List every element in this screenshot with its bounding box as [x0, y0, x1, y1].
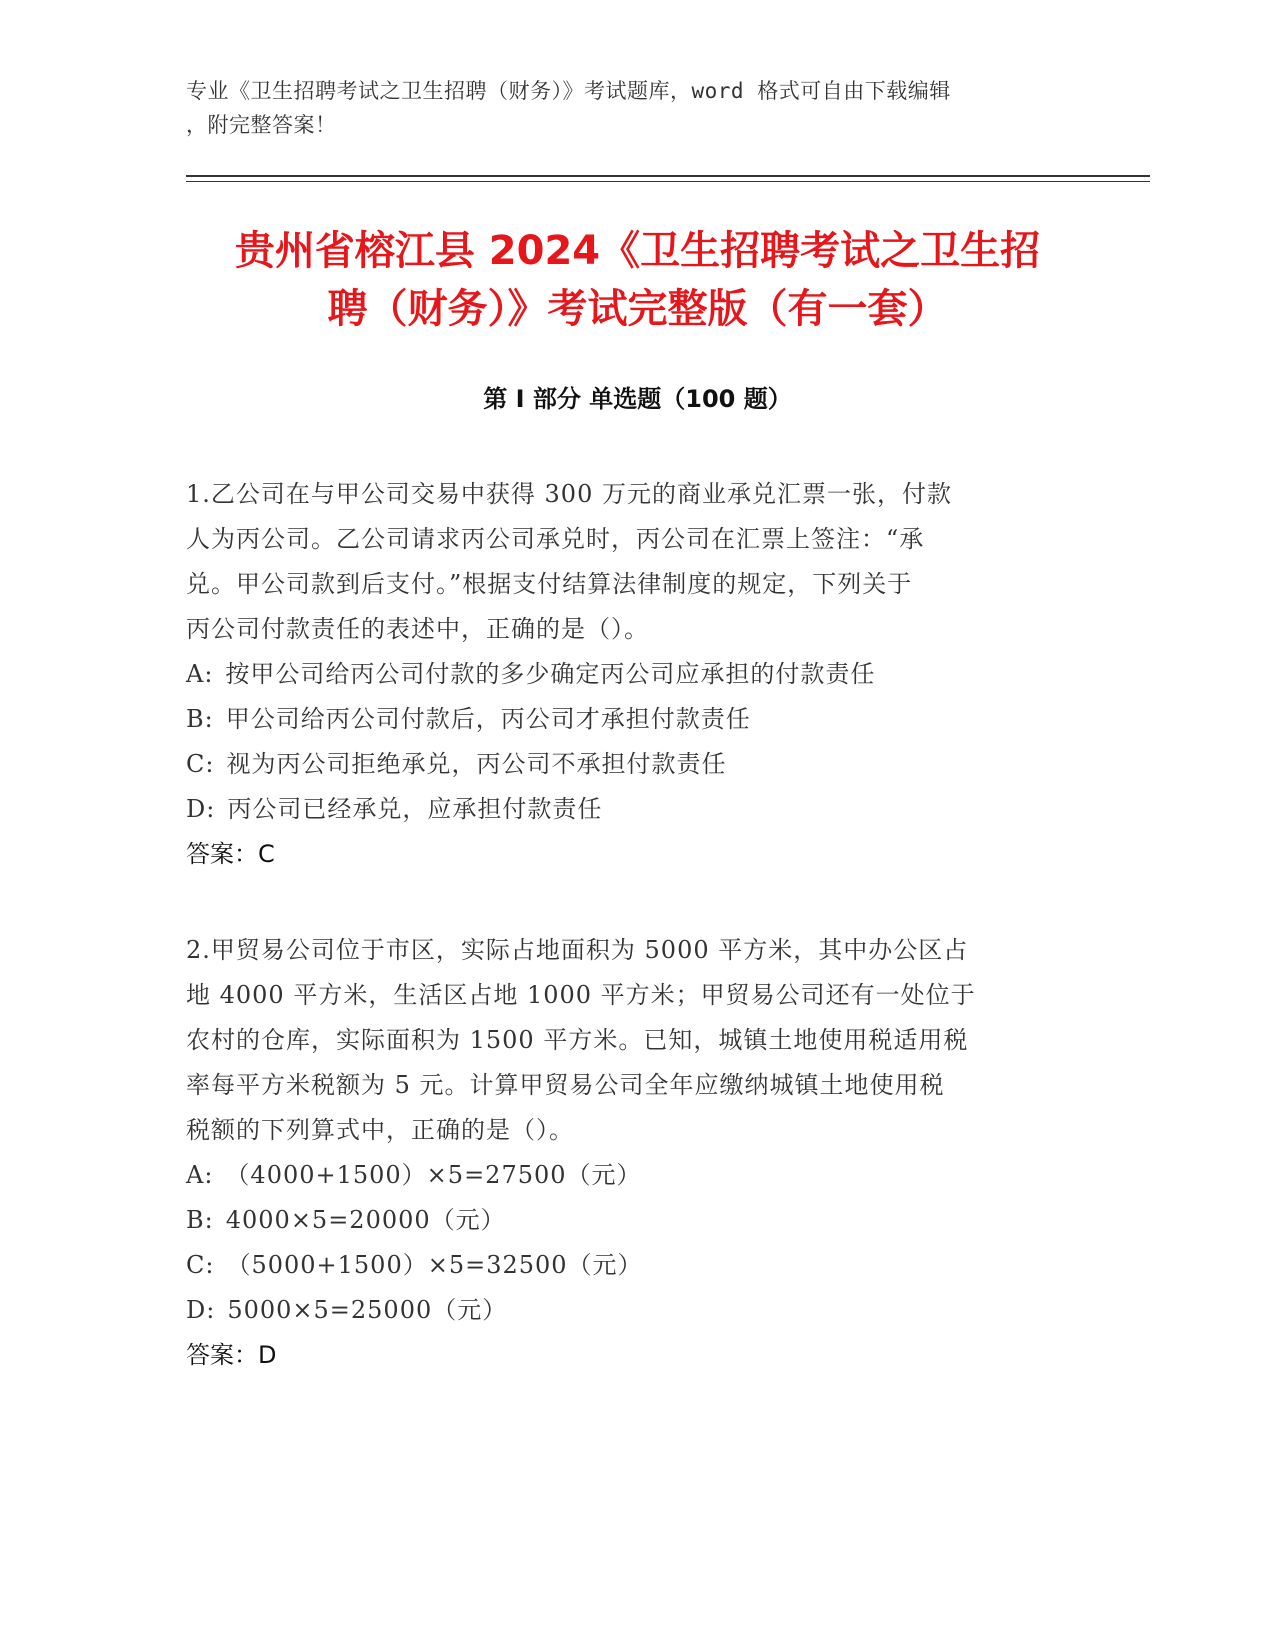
option-text: 按甲公司给丙公司付款的多少确定丙公司应承担的付款责任 — [225, 660, 876, 688]
option-b — [186, 1198, 1066, 1243]
question-stem-line: 率每平方米税额为 5 元。计算甲贸易公司全年应缴纳城镇土地使用税 — [186, 1071, 945, 1099]
header-divider-thick — [186, 175, 1150, 177]
option-text: 丙公司已经承兑，应承担付款责任 — [227, 795, 603, 823]
header-note-line-2: ，附完整答案！ — [186, 113, 337, 137]
option-letter: D: — [186, 795, 216, 823]
option-text: 5000×5=25000（元） — [227, 1296, 508, 1324]
document-title — [160, 222, 1115, 338]
option-letter: B: — [186, 705, 214, 733]
question-stem-line: 地 4000 平方米，生活区占地 1000 平方米；甲贸易公司还有一处位于 — [186, 981, 976, 1009]
question-stem-line: 兑。甲公司款到后支付。”根据支付结算法律制度的规定，下列关于 — [186, 570, 913, 598]
question-stem-line: 税额的下列算式中，正确的是（）。 — [186, 1116, 574, 1144]
question-stem-line: 1.乙公司在与甲公司交易中获得 300 万元的商业承兑汇票一张，付款 — [186, 480, 952, 508]
option-text: 视为丙公司拒绝承兑，丙公司不承担付款责任 — [226, 750, 727, 778]
option-a — [186, 1153, 1066, 1198]
question-1 — [186, 472, 1066, 877]
question-stem-line: 2.甲贸易公司位于市区，实际占地面积为 5000 平方米，其中办公区占 — [186, 936, 969, 964]
option-letter: A: — [186, 660, 214, 688]
question-2 — [186, 928, 1066, 1378]
header-divider-thin — [186, 181, 1150, 182]
option-text: （5000+1500）×5=32500（元） — [226, 1251, 643, 1279]
option-c — [186, 742, 1066, 787]
option-c — [186, 1243, 1066, 1288]
option-d — [186, 1288, 1066, 1333]
option-a — [186, 652, 1066, 697]
option-letter: C: — [186, 1251, 215, 1279]
question-stem-line: 人为丙公司。乙公司请求丙公司承兑时，丙公司在汇票上签注：“承 — [186, 525, 925, 553]
option-text: 4000×5=20000（元） — [225, 1206, 506, 1234]
section-title: 第 I 部分 单选题（100 题） — [483, 385, 792, 413]
header-note-line-1: 专业《卫生招聘考试之卫生招聘（财务）》考试题库，word 格式可自由下载编辑 — [186, 79, 951, 103]
option-d — [186, 787, 1066, 832]
question-stem-line: 农村的仓库，实际面积为 1500 平方米。已知，城镇土地使用税适用税 — [186, 1026, 969, 1054]
document-title-line-1: 贵州省榕江县 2024《卫生招聘考试之卫生招 — [234, 228, 1041, 274]
option-letter: D: — [186, 1296, 216, 1324]
answer: 答案：D — [186, 1341, 277, 1369]
document-title-line-2: 聘（财务）》考试完整版（有一套） — [327, 286, 948, 332]
option-letter: C: — [186, 750, 215, 778]
option-b — [186, 697, 1066, 742]
option-text: （4000+1500）×5=27500（元） — [225, 1161, 642, 1189]
answer: 答案：C — [186, 840, 275, 868]
option-text: 甲公司给丙公司付款后，丙公司才承担付款责任 — [225, 705, 751, 733]
option-letter: B: — [186, 1206, 214, 1234]
question-stem-line: 丙公司付款责任的表述中，正确的是（）。 — [186, 615, 649, 643]
option-letter: A: — [186, 1161, 214, 1189]
header-note — [186, 74, 1076, 142]
